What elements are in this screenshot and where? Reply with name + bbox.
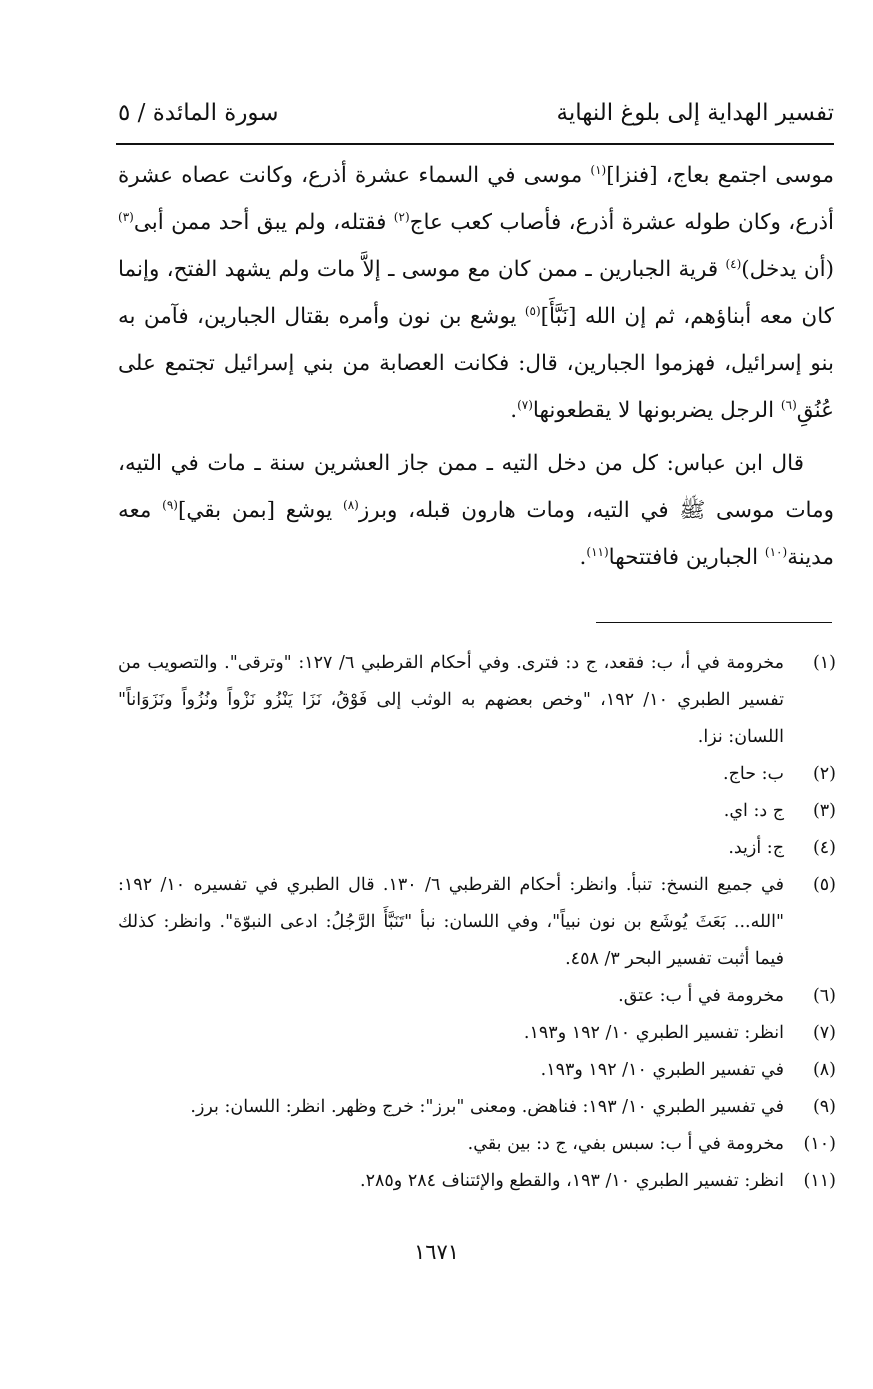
footnote-number: (٨) — [812, 1060, 836, 1080]
footnote-ref: (٣) — [118, 209, 134, 224]
text-run: يوشع بن نون وأمره بقتال الجبارين، فآمن به بنو إسرائيل، فهزموا الجبارين، قال: فكانت العصابة من بني إسرائيل تجتمع على عُنُقِ — [118, 304, 834, 423]
footnote-number: (١١) — [803, 1171, 836, 1191]
book-title: تفسير الهداية إلى بلوغ النهاية — [556, 100, 834, 126]
footnote — [118, 1126, 836, 1163]
paragraph-2 — [118, 440, 834, 581]
footnote — [118, 1015, 836, 1052]
footnote-number: (٣) — [812, 801, 836, 821]
footnote — [118, 756, 836, 793]
footnote — [118, 1052, 836, 1089]
footnote-text: في تفسير الطبري ١٠/ ١٩٣: فناهض. ومعنى "برز": خرج وظهر. انظر: اللسان: برز. — [190, 1097, 784, 1117]
footnote — [118, 978, 836, 1015]
footnote-divider — [596, 622, 832, 623]
footnote-number: (١) — [812, 653, 836, 673]
footnote-ref: (١) — [590, 162, 607, 177]
footnote-text: مخرومة في أ، ب: فقعد، ج د: فترى. وفي أحكام القرطبي ٦/ ١٢٧: "وترقى". والتصويب من تفسير الطبري ١٠/ ١٩٢، "وخص بعضهم به الوثب إلى فَوْقُ، نَزَا يَنْزُو نَزْواً ونُزُواً ونَزَوَاناً" اللسان: نزا. — [118, 653, 784, 747]
footnote — [118, 793, 836, 830]
text-run: قال ابن عباس: كل من دخل التيه ـ ممن جاز العشرين سنة ـ مات في التيه، ومات موسى ﷺ في التيه، ومات هارون قبله، وبرز — [118, 451, 835, 523]
footnotes-list — [118, 645, 836, 1200]
text-run: الرجل يضربونها لا يقطعونها — [532, 398, 781, 423]
footnote-number: (٩) — [812, 1097, 836, 1117]
footnote-number: (٥) — [812, 875, 836, 895]
text-run: الجبارين فافتتحها — [608, 545, 765, 570]
header-divider — [116, 143, 834, 145]
text-run: (أن يدخل) — [741, 257, 834, 282]
main-text — [118, 152, 834, 581]
text-run: . — [510, 398, 518, 423]
page-number: ١٦٧١ — [413, 1240, 460, 1264]
paragraph-1 — [118, 152, 834, 434]
footnote-ref: (٧) — [517, 397, 533, 412]
footnote-ref: (٦) — [780, 397, 797, 412]
footnote-ref: (٢) — [393, 209, 410, 224]
text-run: قرية الجبارين ـ ممن كان مع موسى ـ إلاَّ مات ولم يشهد الفتح، وإنما كان معه أبناؤهم، ثم إن الله [نَبَّأَ] — [118, 257, 834, 329]
footnote-number: (٦) — [812, 986, 836, 1006]
footnote-number: (٧) — [812, 1023, 836, 1043]
footnote-ref: (١١) — [586, 544, 609, 559]
text-run: معه مدينة — [118, 498, 834, 570]
footnote — [118, 1163, 836, 1200]
running-header — [118, 92, 834, 136]
text-run: فقتله، ولم يبق أحد ممن أبى — [133, 210, 394, 235]
footnote-text: انظر: تفسير الطبري ١٠/ ١٩٢ و١٩٣. — [523, 1023, 784, 1043]
footnote-text: ج د: اي. — [723, 801, 784, 821]
footnote-text: في تفسير الطبري ١٠/ ١٩٢ و١٩٣. — [540, 1060, 784, 1080]
footnote-text: ب: حاج. — [723, 764, 784, 784]
footnote-ref: (٨) — [343, 497, 359, 512]
sura-label: سورة المائدة / ٥ — [118, 100, 279, 126]
footnote-ref: (١٠) — [764, 544, 788, 559]
footnote — [118, 1089, 836, 1126]
footnote-number: (٤) — [812, 838, 836, 858]
footnote — [118, 867, 836, 978]
footnote-ref: (٤) — [725, 256, 742, 271]
footnote-text: مخرومة في أ ب: سبس بفي، ج د: بين بقي. — [467, 1134, 784, 1154]
text-run: موسى في السماء عشرة أذرع، وكانت عصاه عشرة أذرع، وكان طوله عشرة أذرع، فأصاب كعب عاج — [118, 163, 834, 235]
footnote-text: ج: أزيد. — [728, 838, 784, 858]
footnote — [118, 830, 836, 867]
footnote-text: مخرومة في أ ب: عتق. — [618, 986, 784, 1006]
text-run: . — [579, 545, 587, 570]
text-run: يوشع [بمن بقي] — [177, 498, 343, 523]
text-run: موسى اجتمع بعاج، [فنزا] — [606, 163, 834, 188]
footnote-ref: (٥) — [524, 303, 541, 318]
footnote-number: (٢) — [812, 764, 836, 784]
footnote-text: في جميع النسخ: تنبأ. وانظر: أحكام القرطبي ٦/ ١٣٠. قال الطبري في تفسيره ١٠/ ١٩٢: "الله... بَعَثَ يُوشَع بن نون نبياً"، وفي اللسان: نبأ "تَنَبَّأَ الرَّجُلُ: ادعى النبوّة". وانظر: كذلك فيما أثبت تفسير البحر ٣/ ٤٥٨. — [118, 875, 784, 969]
footnote — [118, 645, 836, 756]
footnote-ref: (٩) — [162, 497, 178, 512]
footnote-number: (١٠) — [803, 1134, 836, 1154]
footnote-text: انظر: تفسير الطبري ١٠/ ١٩٣، والقطع والإئتناف ٢٨٤ و٢٨٥. — [360, 1171, 784, 1191]
